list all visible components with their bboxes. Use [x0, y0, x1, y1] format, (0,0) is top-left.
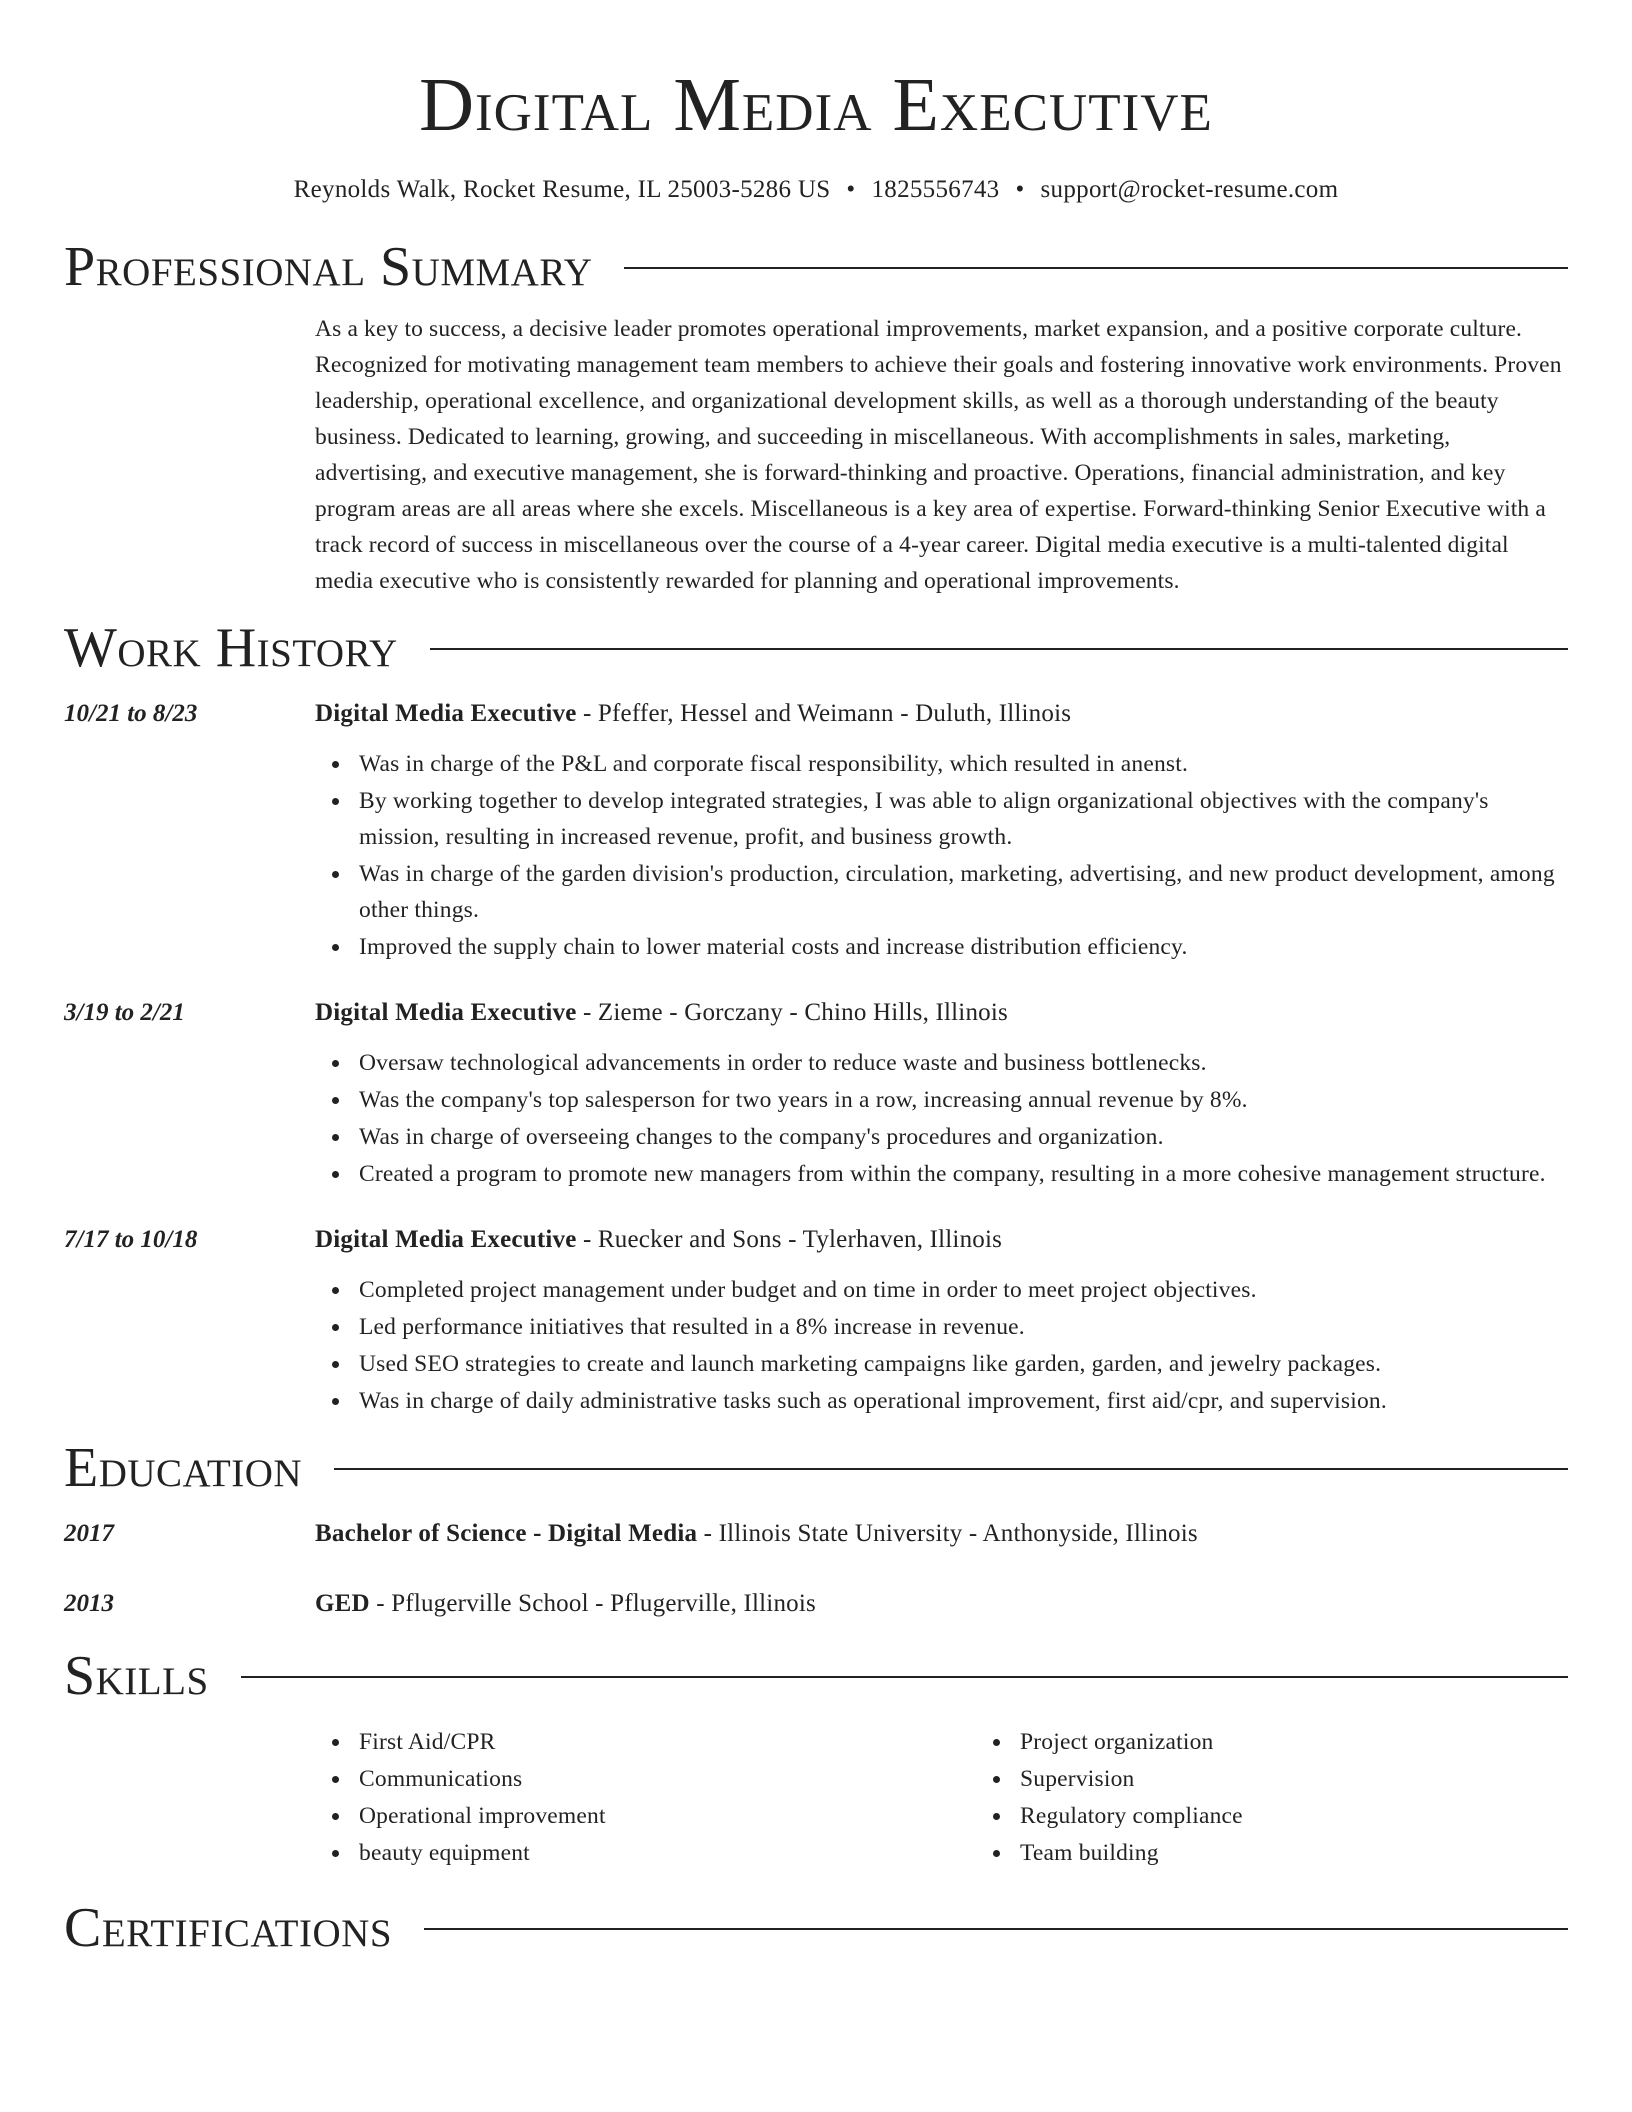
summary-text: As a key to success, a decisive leader promotes operational improvements, market expansion, and a positive corporate culture. Recognized for motivating management team members to achieve their goals and fostering innovative work environments. Proven leadership, operational excellence, and organizational development skills, as well as a thorough understanding of the beauty business. Dedicated to learning, growing, and succeeding in miscellaneous. With accomplishments in sales, marketing, advertising, and executive management, she is forward-thinking and proactive. Operations, financial administration, and key program areas are all areas where she excels. Miscellaneous is a key area of expertise. Forward-thinking Senior Executive with a track record of success in miscellaneous over the course of a 4-year career. Digital media executive is a multi-talented digital media executive who is consistently rewarded for planning and operational improvements.	[315, 316, 1562, 594]
section-title-work: Work History	[64, 617, 398, 679]
skill-item: Project organization	[1020, 1724, 1632, 1760]
skill-item: Regulatory compliance	[1020, 1798, 1632, 1834]
skills-row	[64, 1724, 1568, 1872]
job-bullet: Was in charge of daily administrative tasks such as operational improvement, first aid/cpr, and supervision.	[359, 1383, 1568, 1419]
section-divider	[241, 1676, 1568, 1678]
section-divider	[424, 1928, 1568, 1930]
education-school: - Pflugerville School - Pflugerville, Illinois	[369, 1590, 816, 1617]
education-entry	[64, 1586, 1568, 1622]
job-bullet: Improved the supply chain to lower material costs and increase distribution efficiency.	[359, 929, 1568, 965]
certifications-section-header	[64, 1894, 1568, 1962]
section-divider	[334, 1468, 1568, 1470]
job-title: Digital Media Executive	[315, 700, 577, 727]
job-bullet: Created a program to promote new managers from within the company, resulting in a more cohesive management structure.	[359, 1156, 1568, 1192]
skill-item: Communications	[359, 1761, 976, 1797]
resume-page	[64, 0, 1568, 1962]
skill-item: Supervision	[1020, 1761, 1632, 1797]
contact-line	[64, 174, 1568, 206]
summary-row	[64, 311, 1568, 599]
contact-separator: •	[846, 176, 856, 203]
section-divider	[430, 648, 1568, 650]
job-bullet: By working together to develop integrated strategies, I was able to align organizational objectives with the company's mission, resulting in increased revenue, profit, and business growth.	[359, 783, 1568, 855]
education-school: - Illinois State University - Anthonyside, Illinois	[697, 1520, 1198, 1547]
skills-list-right	[976, 1724, 1632, 1872]
job-bullet: Oversaw technological advancements in order to reduce waste and business bottlenecks.	[359, 1045, 1568, 1081]
section-title-summary: Professional Summary	[64, 236, 593, 298]
job-employer: - Pfeffer, Hessel and Weimann - Duluth, Illinois	[576, 700, 1072, 727]
job-dates: 10/21 to 8/23	[64, 700, 198, 727]
section-title-certifications: Certifications	[64, 1897, 393, 1959]
job-employer: - Ruecker and Sons - Tylerhaven, Illinois	[576, 1226, 1003, 1253]
section-divider	[624, 267, 1568, 269]
job-bullet: Was in charge of overseeing changes to the company's procedures and organization.	[359, 1119, 1568, 1155]
job-bullets	[315, 1045, 1568, 1192]
contact-email: support@rocket-resume.com	[1040, 176, 1339, 203]
job-title: Digital Media Executive	[315, 999, 577, 1026]
job-bullets	[315, 1272, 1568, 1419]
education-entry	[64, 1516, 1568, 1552]
job-dates: 3/19 to 2/21	[64, 999, 185, 1026]
job-entry	[64, 696, 1568, 966]
contact-phone: 1825556743	[871, 176, 1000, 203]
education-year: 2017	[64, 1520, 114, 1547]
education-degree: GED	[315, 1590, 370, 1617]
section-title-skills: Skills	[64, 1645, 209, 1707]
skill-item: Team building	[1020, 1835, 1632, 1871]
skill-item: beauty equipment	[359, 1835, 976, 1871]
work-section-header	[64, 614, 1568, 682]
contact-separator: •	[1015, 176, 1025, 203]
section-title-education: Education	[64, 1437, 303, 1499]
job-bullets	[315, 746, 1568, 965]
job-dates: 7/17 to 10/18	[64, 1226, 198, 1253]
job-bullet: Was in charge of the P&L and corporate fiscal responsibility, which resulted in anenst.	[359, 746, 1568, 782]
job-employer: - Zieme - Gorczany - Chino Hills, Illinois	[576, 999, 1008, 1026]
job-heading	[315, 995, 1568, 1031]
contact-address: Reynolds Walk, Rocket Resume, IL 25003-5286 US	[293, 176, 831, 203]
job-bullet: Led performance initiatives that resulted in a 8% increase in revenue.	[359, 1309, 1568, 1345]
job-entry	[64, 1222, 1568, 1420]
job-entry	[64, 995, 1568, 1193]
resume-name: Digital Media Executive	[419, 63, 1213, 147]
job-heading	[315, 696, 1568, 732]
education-degree: Bachelor of Science - Digital Media	[315, 1520, 698, 1547]
skill-item: First Aid/CPR	[359, 1724, 976, 1760]
job-title: Digital Media Executive	[315, 1226, 577, 1253]
skill-item: Operational improvement	[359, 1798, 976, 1834]
job-bullet: Was the company's top salesperson for two years in a row, increasing annual revenue by 8%.	[359, 1082, 1568, 1118]
skills-section-header	[64, 1642, 1568, 1710]
job-bullet: Was in charge of the garden division's production, circulation, marketing, advertising, and new product development, among other things.	[359, 856, 1568, 928]
job-bullet: Used SEO strategies to create and launch marketing campaigns like garden, garden, and jewelry packages.	[359, 1346, 1568, 1382]
job-bullet: Completed project management under budget and on time in order to meet project objectives.	[359, 1272, 1568, 1308]
summary-section-header	[64, 233, 1568, 301]
education-year: 2013	[64, 1590, 114, 1617]
job-heading	[315, 1222, 1568, 1258]
education-section-header	[64, 1434, 1568, 1502]
skills-list-left	[315, 1724, 976, 1872]
